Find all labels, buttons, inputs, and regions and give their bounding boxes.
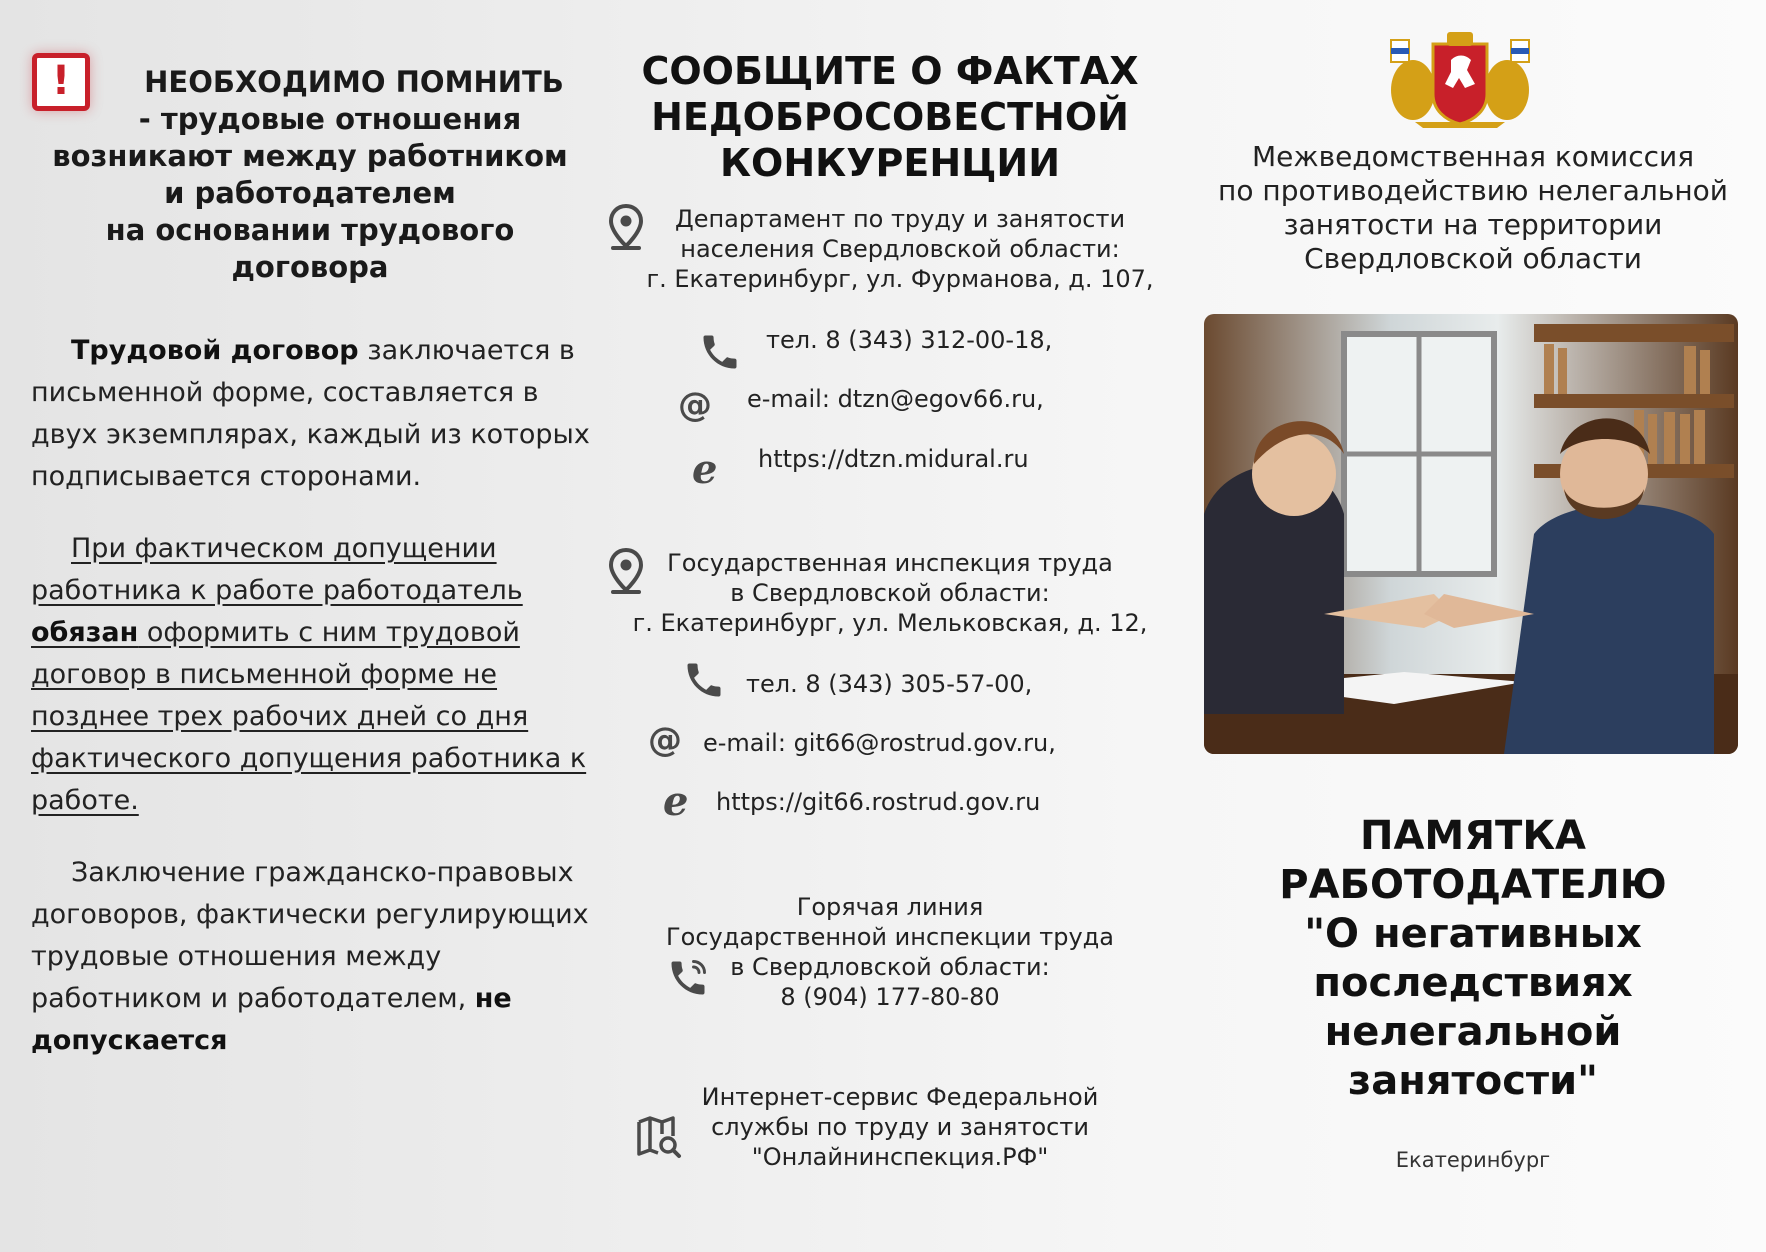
para-bold: обязан	[31, 617, 139, 648]
hotline-line: в Свердловской области:	[730, 953, 1050, 981]
web-browser-icon: e	[663, 778, 689, 825]
memo-line: РАБОТОДАТЕЛЮ	[1279, 862, 1667, 908]
commission-line: Межведомственная комиссия	[1251, 140, 1695, 173]
address-line: населения Свердловской области:	[680, 235, 1120, 263]
middle-column	[600, 0, 1180, 1252]
heading-line: НЕОБХОДИМО ПОМНИТЬ	[144, 65, 564, 99]
address-line: г. Екатеринбург, ул. Мельковская, д. 12,	[632, 609, 1148, 637]
right-column	[1180, 0, 1766, 1252]
hotline-line: Государственной инспекции труда	[666, 923, 1114, 951]
git-address	[620, 548, 1160, 638]
commission-line: по противодействию нелегальной	[1218, 174, 1728, 207]
commission-line: занятости на территории	[1283, 208, 1663, 241]
hotline-line: 8 (904) 177-80-80	[780, 983, 1000, 1011]
paragraph-obligation	[31, 528, 591, 822]
online-line: службы по труду и занятости	[711, 1113, 1089, 1141]
heading-line: договора	[231, 250, 389, 284]
heading-line: - трудовые отношения	[138, 102, 522, 136]
commission-line: Свердловской области	[1304, 242, 1642, 275]
memo-line: ПАМЯТКА	[1360, 813, 1586, 859]
paragraph-civil-contracts	[31, 852, 591, 1062]
coat-of-arms-emblem	[1385, 30, 1535, 130]
para-bold: Трудовой договор	[71, 335, 359, 366]
paragraph-contract	[31, 330, 591, 498]
title-line: КОНКУРЕНЦИИ	[720, 141, 1060, 185]
memo-line: нелегальной	[1324, 1009, 1622, 1055]
para-text: При фактическом допущении работника к работе работодатель	[31, 533, 523, 606]
online-inspection	[640, 1082, 1160, 1172]
email-at-icon: @	[678, 385, 712, 425]
hotline-line: Горячая линия	[796, 893, 984, 921]
handshake-photo	[1204, 314, 1738, 754]
address-line: Государственная инспекция труда	[667, 549, 1113, 577]
email-at-icon: @	[648, 720, 682, 760]
memo-title	[1200, 812, 1746, 1106]
warning-icon: !	[32, 53, 90, 111]
online-line: "Онлайнинспекция.РФ"	[751, 1143, 1049, 1171]
memo-line: занятости"	[1348, 1058, 1598, 1104]
phone-icon	[682, 658, 726, 702]
dept-phone: тел. 8 (343) 312-00-18,	[766, 326, 1053, 354]
git-email: e-mail: git66@rostrud.gov.ru,	[703, 729, 1056, 757]
report-title	[620, 48, 1160, 186]
dept-website: https://dtzn.midural.ru	[758, 445, 1029, 473]
dept-address	[630, 204, 1170, 294]
git-website: https://git66.rostrud.gov.ru	[716, 788, 1041, 816]
heading-line: и работодателем	[164, 176, 456, 210]
web-browser-icon: e	[692, 446, 718, 493]
para-bold: не допускается	[31, 983, 512, 1056]
left-heading	[30, 64, 590, 286]
left-column	[0, 0, 600, 1252]
title-line: НЕДОБРОСОВЕСТНОЙ	[651, 95, 1129, 139]
title-line: СООБЩИТЕ О ФАКТАХ	[641, 49, 1139, 93]
address-line: г. Екатеринбург, ул. Фурманова, д. 107,	[646, 265, 1154, 293]
git-phone: тел. 8 (343) 305-57-00,	[746, 670, 1033, 698]
heading-line: возникают между работником	[52, 139, 568, 173]
address-line: Департамент по труду и занятости	[674, 205, 1126, 233]
phone-icon	[698, 330, 742, 374]
memo-line: последствиях	[1313, 960, 1633, 1006]
city-label: Екатеринбург	[1395, 1148, 1551, 1172]
para-text: Заключение гражданско-правовых договоров, фактически регулирующих трудовые отношения между работником и работодателем,	[31, 857, 589, 1014]
address-line: в Свердловской области:	[730, 579, 1050, 607]
heading-line: на основании трудового	[105, 213, 515, 247]
para-text: заключается в письменной форме, составляется в двух экземплярах, каждый из которых подписывается сторонами.	[31, 335, 590, 492]
commission-name	[1200, 140, 1746, 276]
dept-email: e-mail: dtzn@egov66.ru,	[747, 385, 1044, 413]
hotline	[620, 892, 1160, 1012]
online-line: Интернет-сервис Федеральной	[701, 1083, 1099, 1111]
para-text: оформить с ним трудовой договор в письменной форме не позднее трех рабочих дней со дня фактического допущения работника к работе.	[31, 617, 587, 816]
memo-line: "О негативных	[1304, 911, 1642, 957]
